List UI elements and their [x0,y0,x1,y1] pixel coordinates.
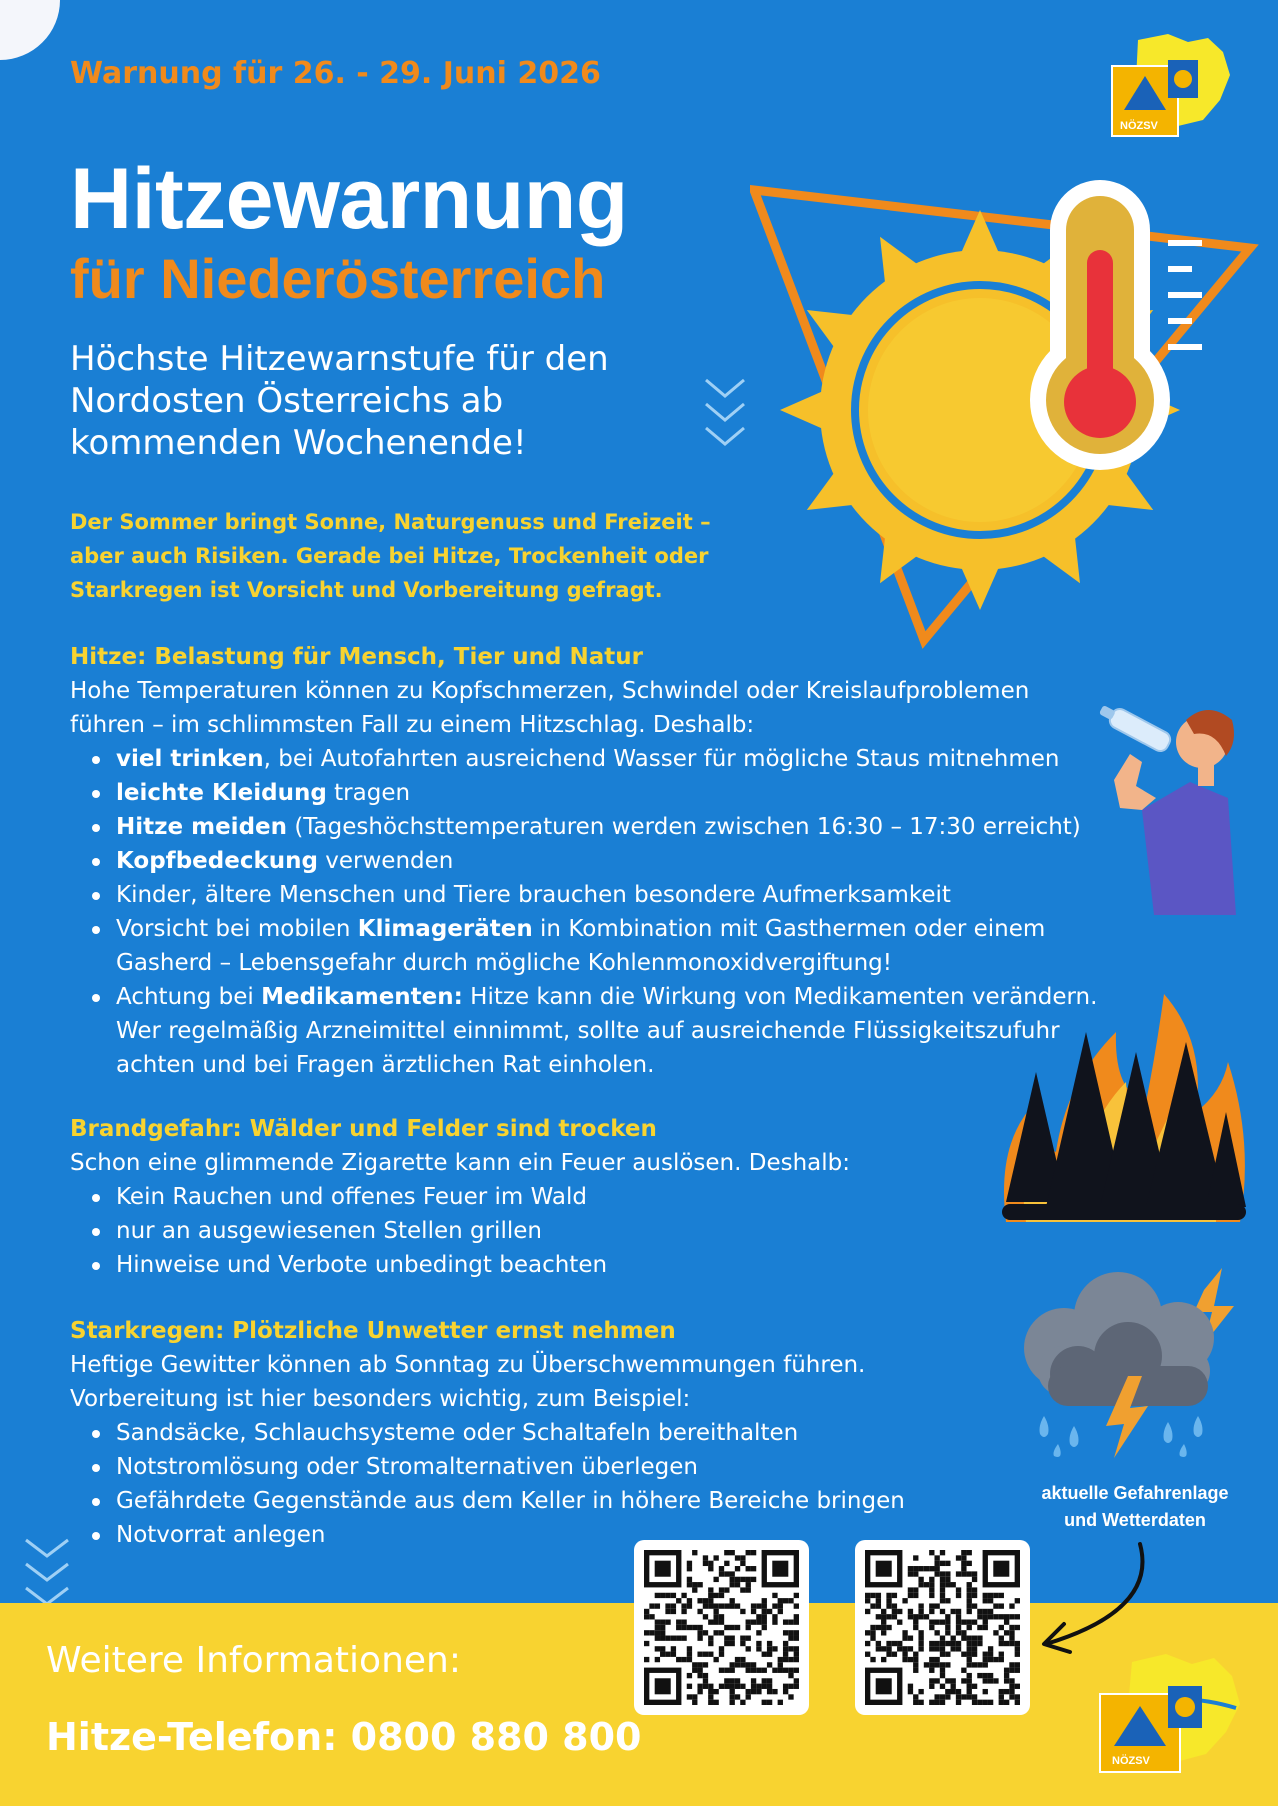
list-item [98,1450,1160,1484]
section-text: Schon eine glimmende Zigarette kann ein Feuer auslösen. Deshalb: [70,1150,851,1176]
list-item [98,810,1160,844]
qr-code-2[interactable] [855,1540,1030,1715]
person-drinking-icon [1090,690,1240,915]
intro-line: Der Sommer bringt Sonne, Naturgenuss und Freizeit – [70,510,711,534]
chevron-down-icon [702,376,748,456]
list-item-bold: viel trinken [116,746,264,772]
list-item-text: Gasherd – Lebensgefahr durch mögliche Kohlenmonoxidvergiftung! [116,950,892,976]
section-heading: Starkregen: Plötzliche Unwetter ernst nehmen [70,1318,676,1344]
logo-text: NÖZSV [1112,1755,1150,1767]
list-item-text: nur an ausgewiesenen Stellen grillen [116,1218,542,1244]
qr-caption-line: und Wetterdaten [1064,1510,1206,1530]
list-item-text: , bei Autofahrten ausreichend Wasser für mögliche Staus mitnehmen [263,746,1060,772]
list-item [98,776,1160,810]
list-item-text: Wer regelmäßig Arzneimittel einnimmt, sollte auf ausreichende Flüssigkeitszufuhr [116,1018,1060,1044]
noezsv-logo [1096,1650,1246,1775]
list-item-bold: Kopfbedeckung [116,848,318,874]
subtitle-line: kommenden Wochenende! [70,423,527,463]
section-text: Heftige Gewitter können ab Sonntag zu Überschwemmungen führen. [70,1352,866,1378]
list-item-text: Notstromlösung oder Stromalternativen überlegen [116,1454,698,1480]
list-item [98,1248,1160,1282]
corner-decoration [0,0,60,60]
list-item-text: achten und bei Fragen ärztlichen Rat einholen. [116,1052,655,1078]
warning-date: Warnung für 26. - 29. Juni 2026 [70,56,601,91]
list-item-bold: Medikamenten: [261,984,463,1010]
list-item [98,1484,1160,1518]
list-item-text: Sandsäcke, Schlauchsysteme oder Schaltafeln bereithalten [116,1420,799,1446]
list-item-text: Achtung bei [116,984,262,1010]
qr-caption [1020,1480,1250,1534]
list-item-bold: Hitze meiden [116,814,288,840]
qr-caption-line: aktuelle Gefahrenlage [1041,1483,1229,1503]
qr-code-1[interactable] [634,1540,809,1715]
storm-cloud-icon [1008,1266,1242,1458]
list-item-text: Hinweise und Verbote unbedingt beachten [116,1252,608,1278]
section-text: führen – im schlimmsten Fall zu einem Hitzschlag. Deshalb: [70,712,755,738]
page-title-region: für Niederösterreich [70,247,606,310]
list-item-text: Kein Rauchen und offenes Feuer im Wald [116,1184,588,1210]
intro-text [70,505,830,607]
logo-text: NÖZSV [1120,120,1158,132]
intro-line: aber auch Risiken. Gerade bei Hitze, Trockenheit oder [70,544,709,568]
list-item [98,878,1160,912]
subtitle-line: Nordosten Österreichs ab [70,381,504,421]
list-item-text: in Kombination mit Gasthermen oder einem [532,916,1046,942]
list-item-bold: Klimageräten [357,916,533,942]
intro-line: Starkregen ist Vorsicht und Vorbereitung gefragt. [70,578,663,602]
list-item [98,1416,1160,1450]
arrow-icon [1030,1540,1150,1660]
qr-code-icon [644,1550,799,1705]
list-item-text: (Tageshöchsttemperaturen werden zwischen 16:30 – 17:30 erreicht) [287,814,1081,840]
noezsv-logo [1108,30,1236,140]
list-item [98,742,1160,776]
list-item-text: verwenden [317,848,454,874]
list-item [98,912,1160,980]
list-item-text: Vorsicht bei mobilen [116,916,358,942]
page-title: Hitzewarnung [70,151,628,247]
rain-tips-list [98,1416,1160,1552]
list-item-bold: leichte Kleidung [116,780,327,806]
section-text: Vorbereitung ist hier besonders wichtig, zum Beispiel: [70,1386,691,1412]
list-item-text: Kinder, ältere Menschen und Tiere brauchen besondere Aufmerksamkeit [116,882,951,908]
hotline-phone[interactable]: Hitze-Telefon: 0800 880 800 [46,1715,642,1759]
list-item [98,844,1160,878]
list-item-text: Gefährdete Gegenstände aus dem Keller in höhere Bereiche bringen [116,1488,905,1514]
list-item-text: tragen [326,780,411,806]
section-heading: Brandgefahr: Wälder und Felder sind trocken [70,1116,657,1142]
section-text: Hohe Temperaturen können zu Kopfschmerzen, Schwindel oder Kreislaufproblemen [70,678,1030,704]
forest-fire-icon [996,992,1250,1230]
thermometer-icon [1030,180,1202,470]
more-info-label: Weitere Informationen: [46,1640,461,1681]
subtitle-line: Höchste Hitzewarnstufe für den [70,339,609,379]
list-item-text: Notvorrat anlegen [116,1522,326,1548]
section-heading: Hitze: Belastung für Mensch, Tier und Natur [70,644,644,670]
qr-code-icon [865,1550,1020,1705]
subtitle [70,338,710,464]
rain-section [70,1314,1160,1552]
list-item-text: Hitze kann die Wirkung von Medikamenten verändern. [462,984,1098,1010]
